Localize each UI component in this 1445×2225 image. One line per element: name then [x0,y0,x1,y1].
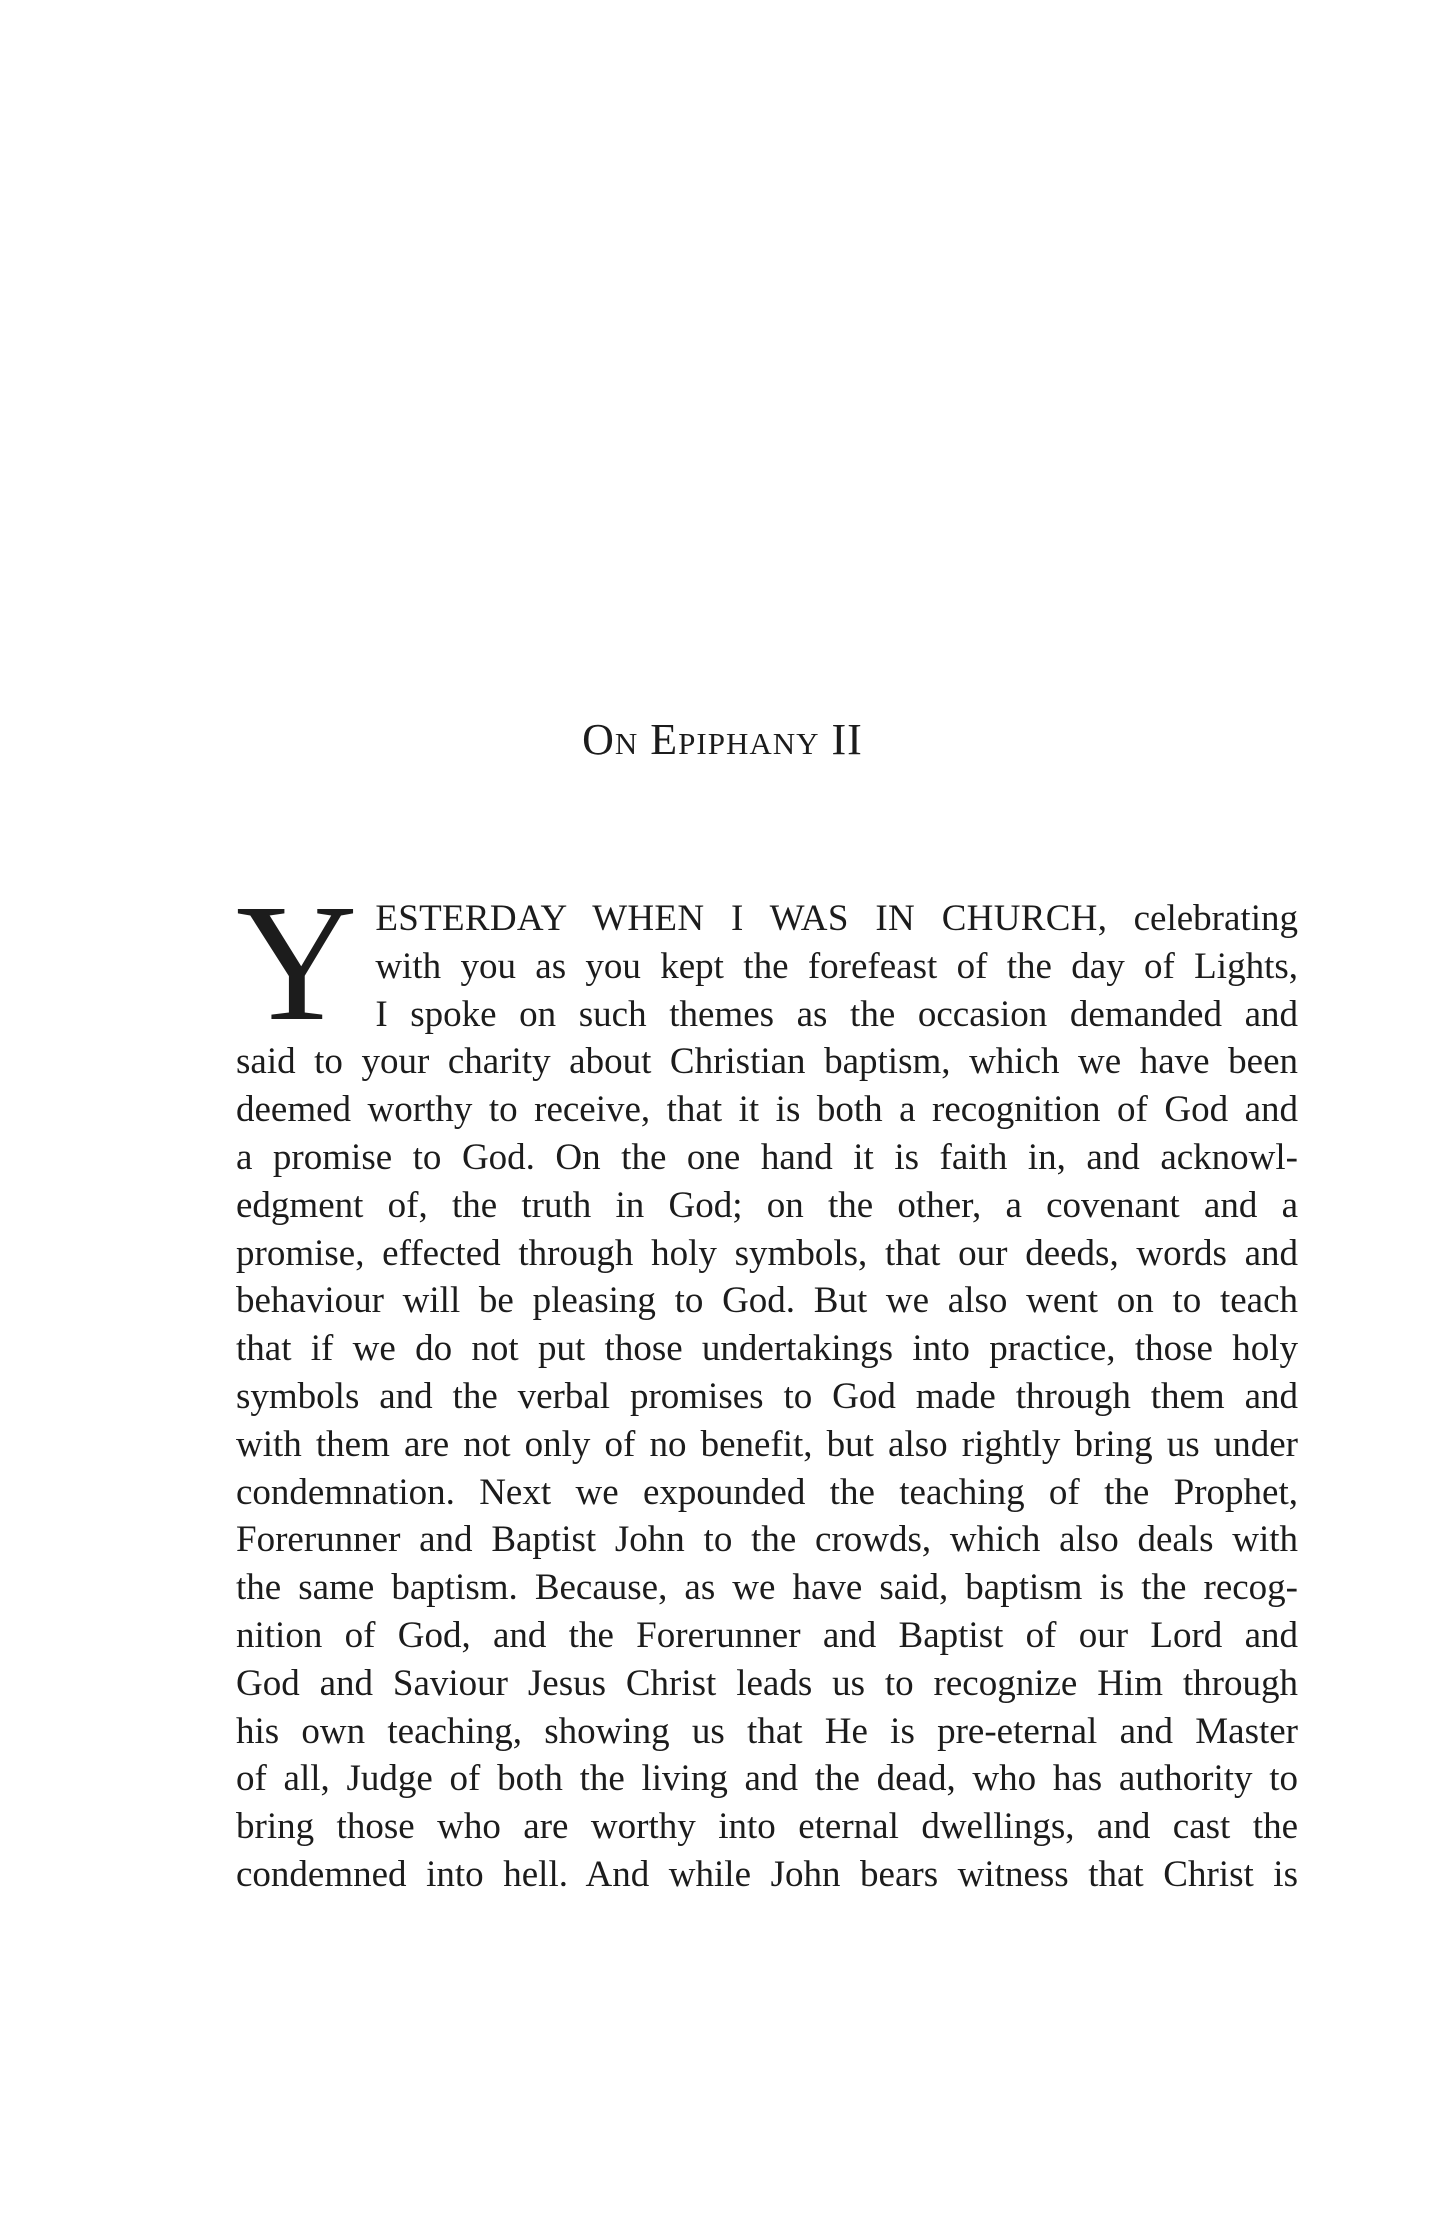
opening-line-rest: celebrating [1107,898,1298,939]
text-line: said to your charity about Christian baptism, which we have been [236,1041,1298,1083]
text-line: that if we do not put those undertakings into practice, those holy [236,1328,1298,1370]
text-line: his own teaching, showing us that He is pre-eternal and Master [236,1710,1298,1752]
body-text [236,870,1298,1899]
text-line: Forerunner and Baptist John to the crowds, which also deals with [236,1519,1298,1561]
text-line: behaviour will be pleasing to God. But we also went on to teach [236,1280,1298,1322]
text-line: of all, Judge of both the living and the dead, who has authority to [236,1758,1298,1800]
text-line: I spoke on such themes as the occasion demanded and [375,993,1298,1035]
text-line: the same baptism. Because, as we have said, baptism is the recog- [236,1567,1298,1609]
chapter-title: On Epiphany II [582,715,863,764]
text-line: nition of God, and the Forerunner and Baptist of our Lord and [236,1614,1298,1656]
text-line [375,895,1298,943]
text-line: condemned into hell. And while John bears witness that Christ is [236,1853,1298,1895]
text-line: with you as you kept the forefeast of the day of Lights, [375,945,1298,987]
text-line: condemnation. Next we expounded the teaching of the Prophet, [236,1471,1298,1513]
text-line: symbols and the verbal promises to God made through them and [236,1375,1298,1417]
text-line: a promise to God. On the one hand it is faith in, and acknowl- [236,1136,1298,1178]
text-line: deemed worthy to receive, that it is both a recognition of God and [236,1089,1298,1131]
opening-small-caps: ESTERDAY WHEN I WAS IN CHURCH, [375,898,1108,939]
text-line: bring those who are worthy into eternal dwellings, and cast the [236,1806,1298,1848]
drop-cap: Y [236,870,358,1056]
text-line: God and Saviour Jesus Christ leads us to recognize Him through [236,1662,1298,1704]
text-line: edgment of, the truth in God; on the other, a covenant and a [236,1184,1298,1226]
text-line: promise, effected through holy symbols, that our deeds, words and [236,1232,1298,1274]
text-line: with them are not only of no benefit, but also rightly bring us under [236,1423,1298,1465]
